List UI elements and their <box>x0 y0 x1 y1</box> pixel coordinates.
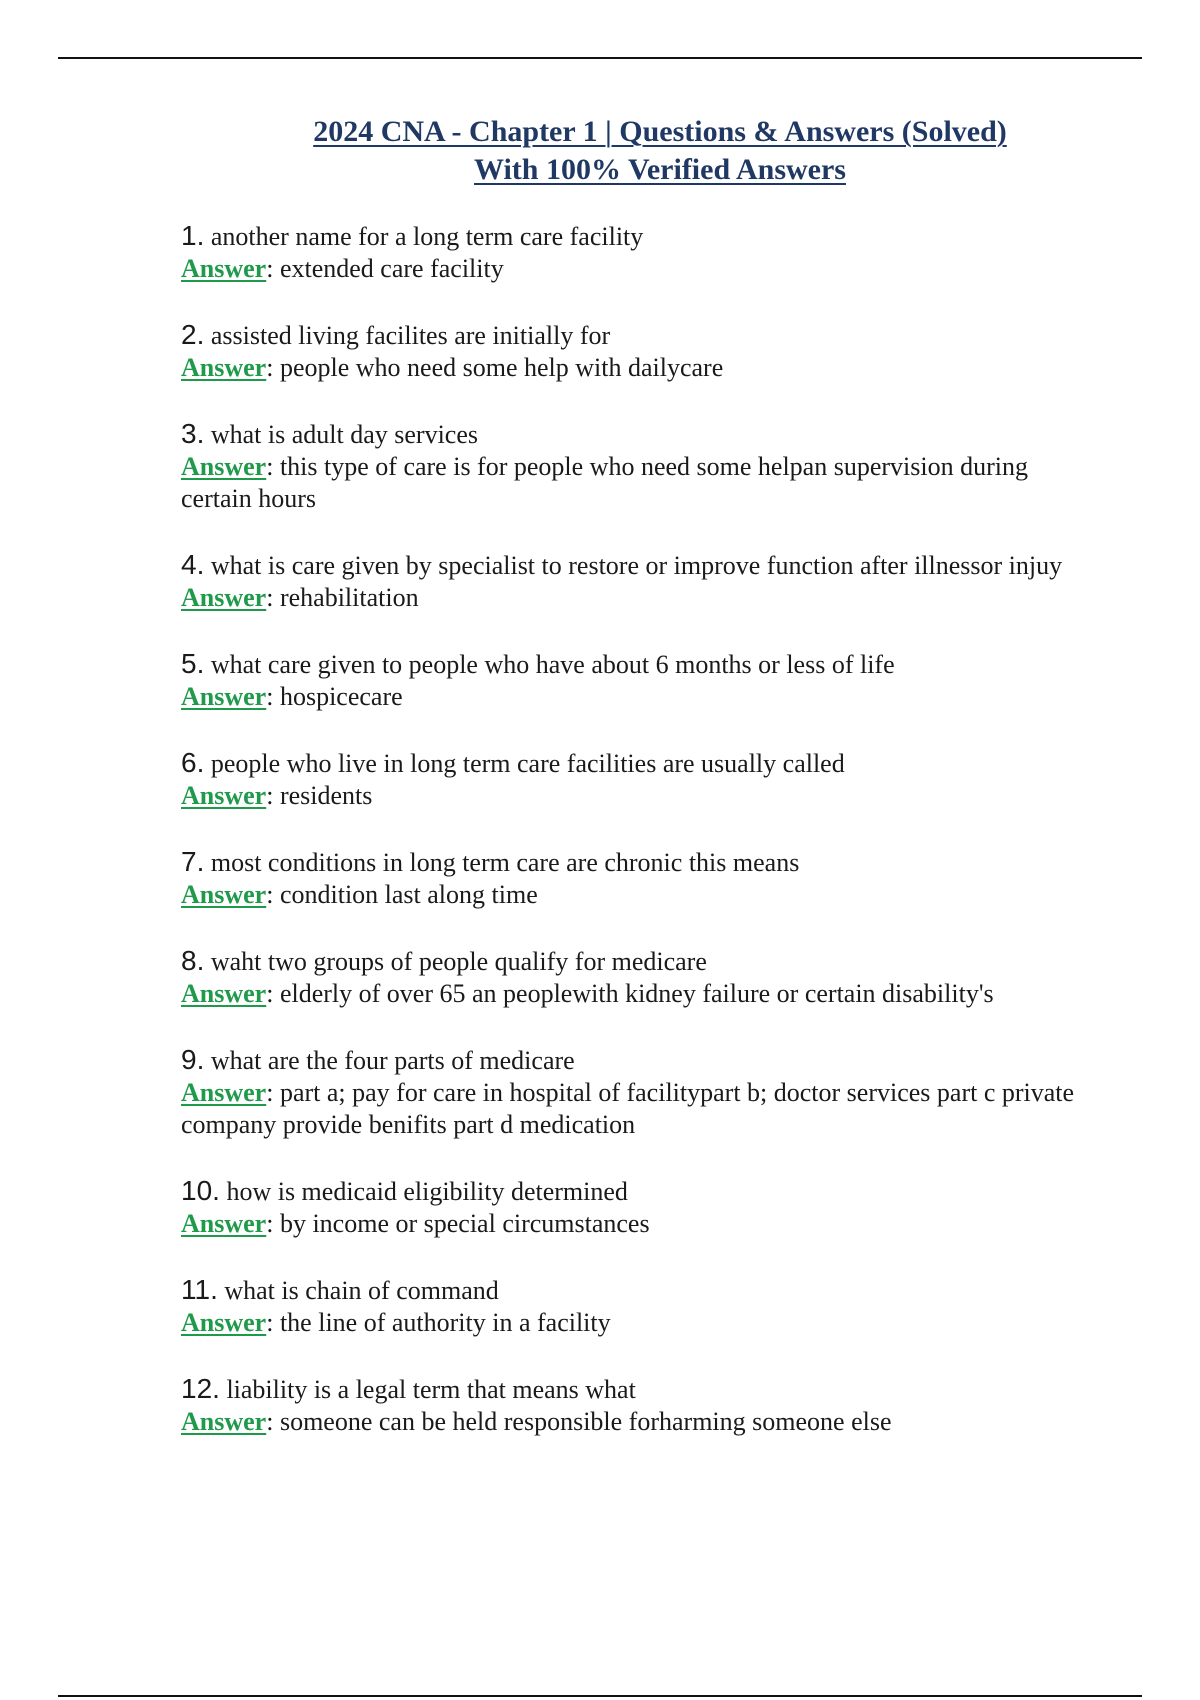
answer: Answer: part a; pay for care in hospital of facilitypart b; doctor services part c private company provide benifits part d medication <box>181 1078 1075 1139</box>
question <box>181 1373 1101 1406</box>
question <box>181 846 1101 879</box>
question-text: what is adult day services <box>210 420 479 449</box>
title-line-2: With 100% Verified Answers <box>474 153 846 186</box>
question <box>181 418 1101 451</box>
answer: Answer: this type of care is for people who need some helpan supervision during certain hours <box>181 452 1028 513</box>
answer-label: Answer <box>181 979 267 1008</box>
title-line-1: 2024 CNA - Chapter 1 | Questions & Answers (Solved) <box>313 115 1007 148</box>
answer-label: Answer <box>181 781 267 810</box>
answer: Answer: hospicecare <box>181 682 403 711</box>
answer-label: Answer <box>181 1209 267 1238</box>
question <box>181 945 1101 978</box>
qa-item <box>181 648 1101 713</box>
qa-item <box>181 945 1101 1010</box>
answer-text: part a; pay for care in hospital of facilitypart b; doctor services part c private company provide benifits part d medication <box>181 1078 1075 1139</box>
question <box>181 648 1101 681</box>
question-number: 6. <box>181 747 205 778</box>
qa-item <box>181 220 1101 285</box>
question-number: 7. <box>181 846 205 877</box>
question-number: 8. <box>181 945 205 976</box>
question-text: what are the four parts of medicare <box>210 1046 575 1075</box>
qa-item <box>181 1373 1101 1438</box>
question-number: 10. <box>181 1175 220 1206</box>
answer: Answer: the line of authority in a facility <box>181 1308 611 1337</box>
question-number: 5. <box>181 648 205 679</box>
answer-label: Answer <box>181 682 267 711</box>
question-text: waht two groups of people qualify for medicare <box>210 947 707 976</box>
answer: Answer: residents <box>181 781 373 810</box>
question-text: what is chain of command <box>224 1276 499 1305</box>
qa-item <box>181 319 1101 384</box>
answer-label: Answer <box>181 1078 267 1107</box>
qa-item <box>181 549 1101 614</box>
answer-label: Answer <box>181 583 267 612</box>
qa-item <box>181 1274 1101 1339</box>
question-number: 12. <box>181 1373 220 1404</box>
answer-text: extended care facility <box>279 254 504 283</box>
answer: Answer: by income or special circumstances <box>181 1209 650 1238</box>
answer-text: by income or special circumstances <box>279 1209 650 1238</box>
answer-text: someone can be held responsible forharming someone else <box>279 1407 892 1436</box>
answer-label: Answer <box>181 353 267 382</box>
answer-text: the line of authority in a facility <box>279 1308 611 1337</box>
question-text: what care given to people who have about 6 months or less of life <box>210 650 895 679</box>
question-number: 11. <box>181 1274 218 1305</box>
question <box>181 1175 1101 1208</box>
answer-label: Answer <box>181 1407 267 1436</box>
answer-text: hospicecare <box>279 682 403 711</box>
question-text: another name for a long term care facility <box>210 222 644 251</box>
qa-list <box>181 220 1101 1472</box>
question-number: 4. <box>181 549 205 580</box>
qa-item <box>181 747 1101 812</box>
answer-text: condition last along time <box>279 880 538 909</box>
answer: Answer: elderly of over 65 an peoplewith kidney failure or certain disability's <box>181 979 994 1008</box>
question <box>181 319 1101 352</box>
answer-text: people who need some help with dailycare <box>279 353 724 382</box>
answer-text: elderly of over 65 an peoplewith kidney failure or certain disability's <box>279 979 994 1008</box>
question <box>181 747 1101 780</box>
answer-label: Answer <box>181 880 267 909</box>
question-number: 1. <box>181 220 205 251</box>
question <box>181 1044 1101 1077</box>
bottom-rule <box>58 1695 1142 1697</box>
question-text: liability is a legal term that means what <box>226 1375 636 1404</box>
answer: Answer: someone can be held responsible forharming someone else <box>181 1407 892 1436</box>
answer-label: Answer <box>181 1308 267 1337</box>
question-text: most conditions in long term care are chronic this means <box>210 848 800 877</box>
question-text: what is care given by specialist to restore or improve function after illnessor injuy <box>210 551 1063 580</box>
answer-label: Answer <box>181 254 267 283</box>
qa-item <box>181 1044 1101 1141</box>
answer: Answer: rehabilitation <box>181 583 419 612</box>
qa-item <box>181 846 1101 911</box>
answer-text: rehabilitation <box>279 583 419 612</box>
top-rule <box>58 57 1142 59</box>
qa-item <box>181 418 1101 515</box>
document-title <box>0 113 1200 189</box>
qa-item <box>181 1175 1101 1240</box>
answer: Answer: people who need some help with dailycare <box>181 353 724 382</box>
answer: Answer: extended care facility <box>181 254 504 283</box>
answer-label: Answer <box>181 452 267 481</box>
question <box>181 220 1101 253</box>
question-number: 9. <box>181 1044 205 1075</box>
answer: Answer: condition last along time <box>181 880 538 909</box>
question <box>181 1274 1101 1307</box>
question-text: how is medicaid eligibility determined <box>226 1177 628 1206</box>
question-number: 3. <box>181 418 205 449</box>
answer-text: residents <box>279 781 373 810</box>
answer-text: this type of care is for people who need some helpan supervision during certain hours <box>181 452 1028 513</box>
question <box>181 549 1101 582</box>
question-text: assisted living facilites are initially for <box>210 321 611 350</box>
question-number: 2. <box>181 319 205 350</box>
question-text: people who live in long term care facilities are usually called <box>210 749 845 778</box>
